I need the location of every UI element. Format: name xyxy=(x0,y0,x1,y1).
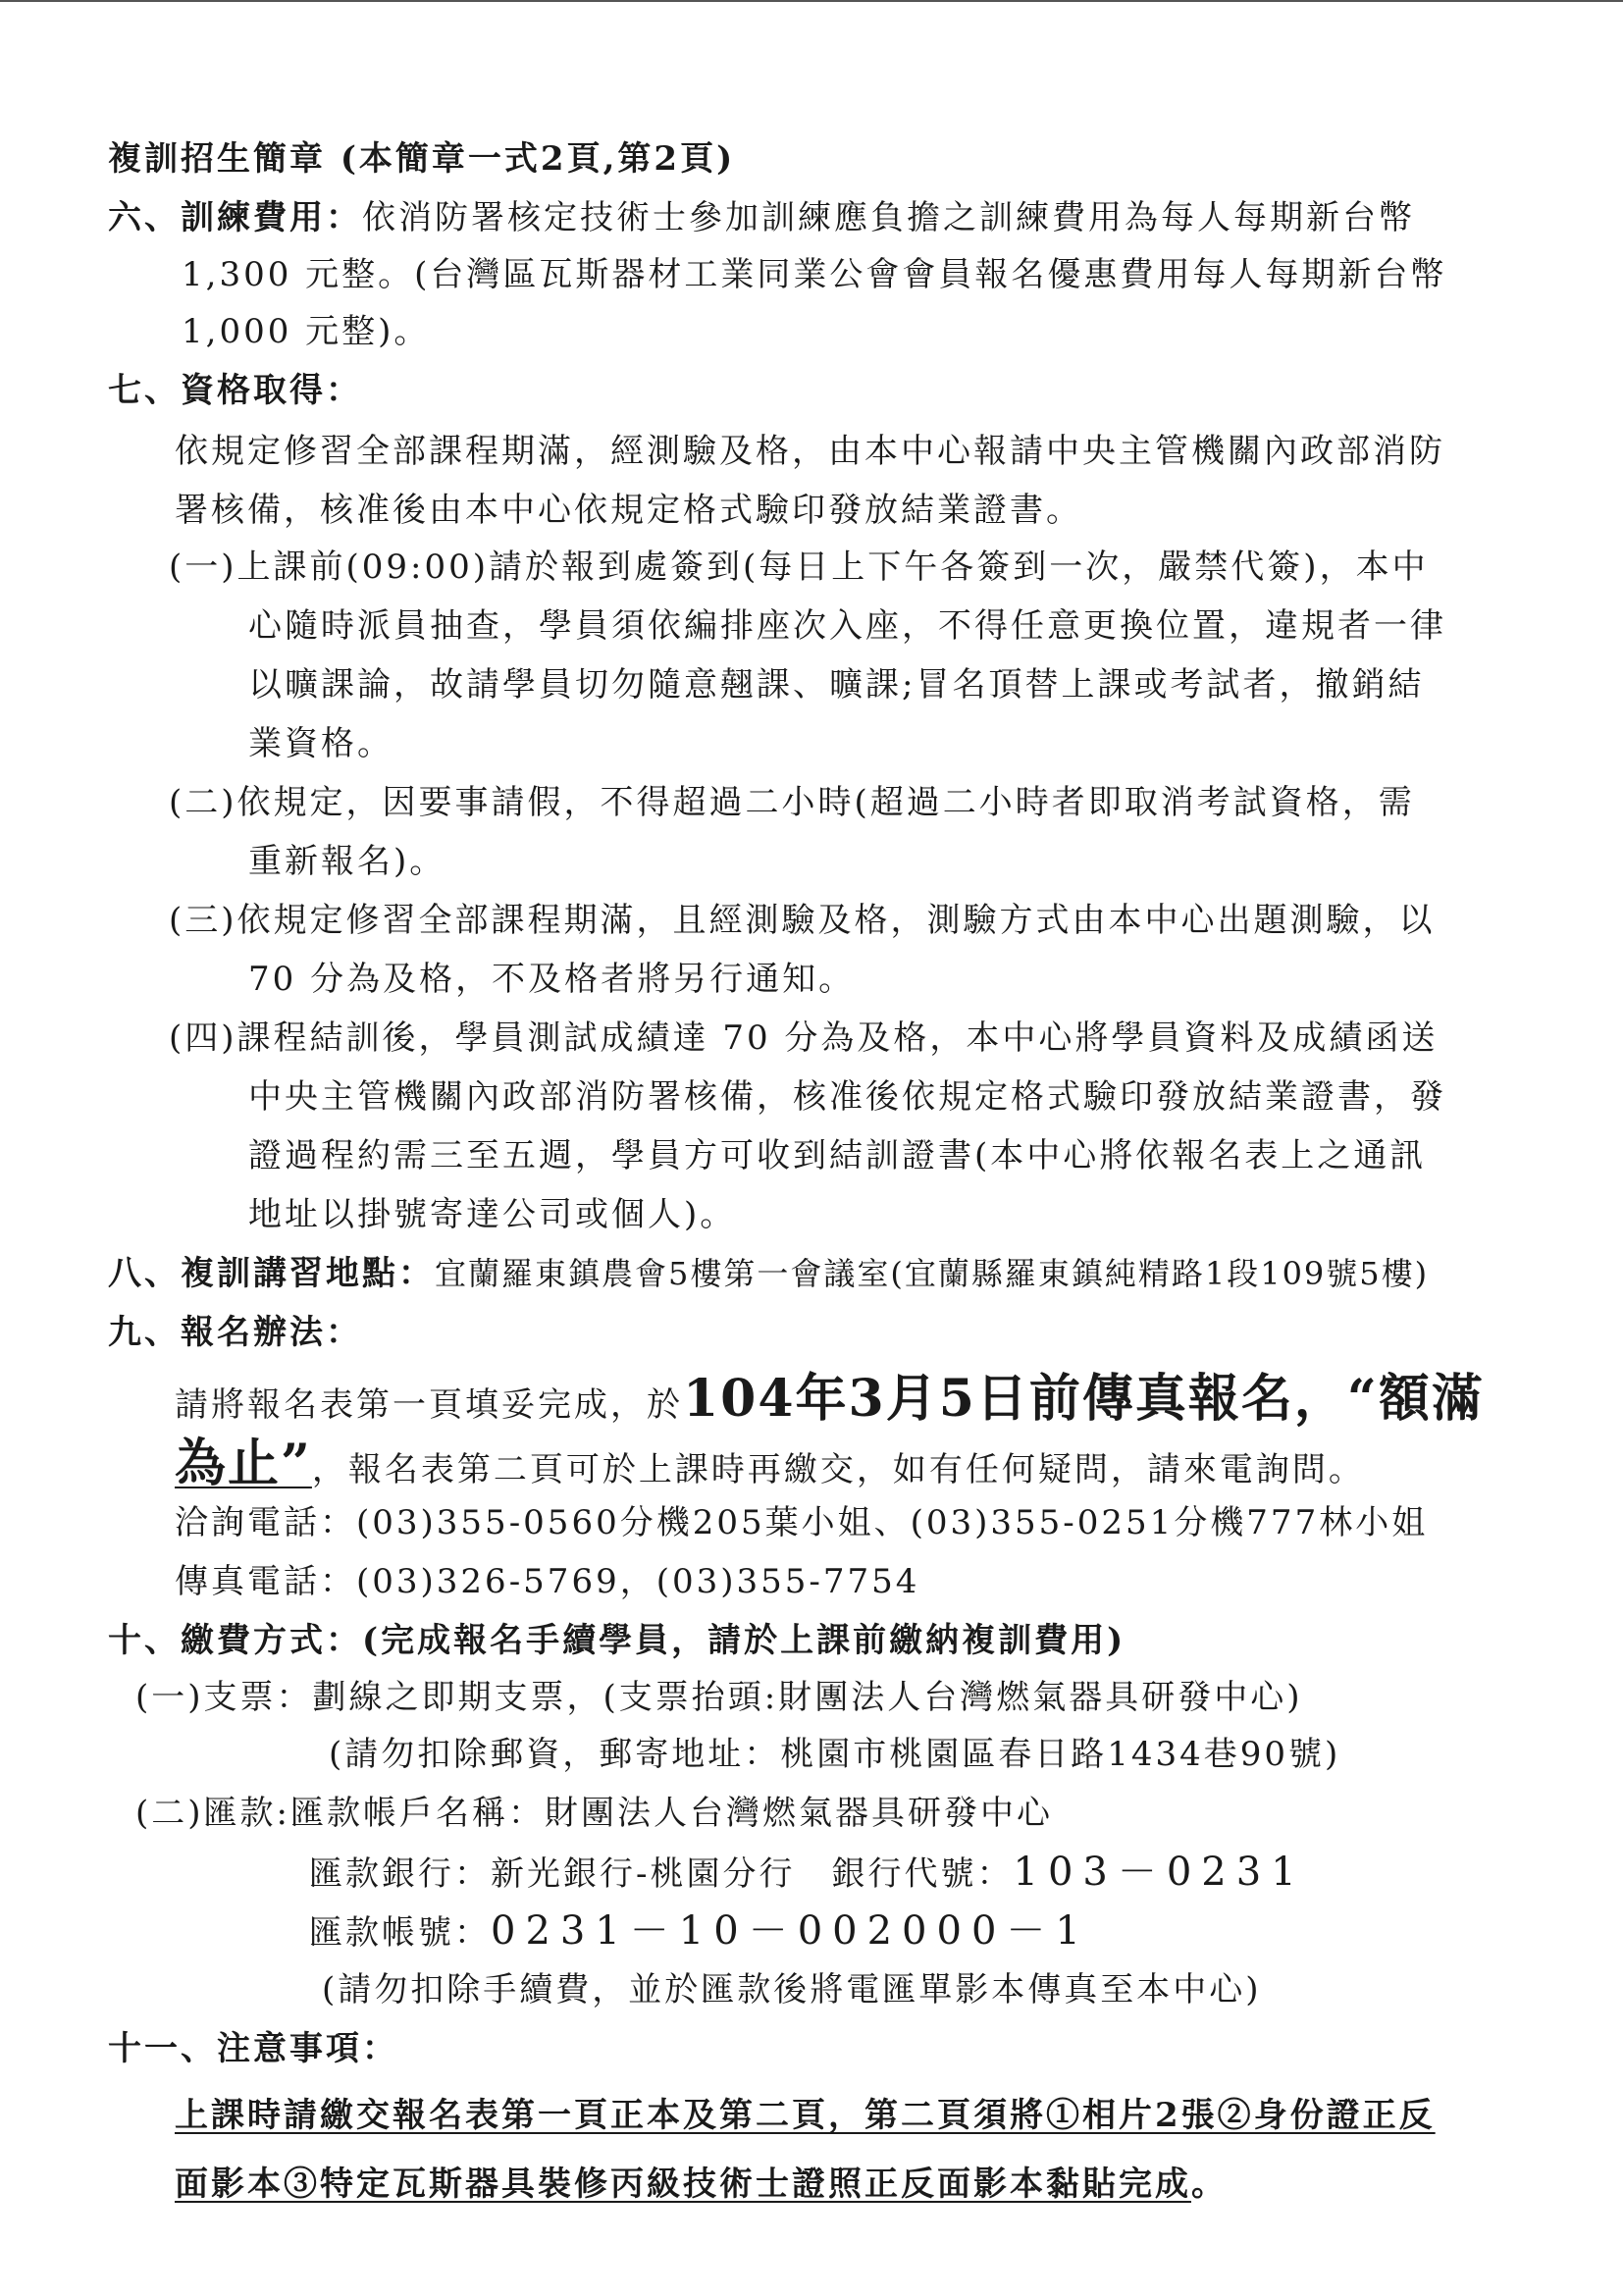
section-8-line xyxy=(108,1252,1429,1295)
section-7-title: 七、資格取得： xyxy=(108,371,362,410)
scan-top-edge xyxy=(0,0,1623,6)
section-11-title: 十一、注意事項： xyxy=(108,2029,398,2068)
section-7-item-3-b: 70 分為及格，不及格者將另行通知。 xyxy=(248,960,856,999)
bank-code: 103－0231 xyxy=(1013,1850,1306,1895)
payment-remit-account-name: (二)匯款:匯款帳戶名稱：財團法人台灣燃氣器具研發中心 xyxy=(135,1794,1053,1833)
section-7-item-4-d: 地址以掛號寄達公司或個人)。 xyxy=(248,1195,737,1234)
section-9-text-2: ，報名表第二頁可於上課時再繳交，如有任何疑問，請來電詢問。 xyxy=(311,1450,1365,1489)
payment-remit-note: (請勿扣除手續費，並於匯款後將電匯單影本傳真至本中心) xyxy=(322,1970,1262,2009)
fax-number: 傳真電話：(03)326-5769，(03)355-7754 xyxy=(175,1562,920,1601)
section-7-item-4-c: 證過程約需三至五週，學員方可收到結訓證書(本中心將依報名表上之通訊 xyxy=(248,1136,1427,1175)
section-10-title: 十、繳費方式：(完成報名手續學員，請於上課前繳納複訓費用) xyxy=(108,1621,1126,1660)
inquiry-phone: 洽詢電話：(03)355-0560分機205葉小姐、(03)355-0251分機777林小姐 xyxy=(175,1503,1429,1542)
section-7-item-4-a: (四)課程結訓後，學員測試成績達 70 分為及格，本中心將學員資料及成績函送 xyxy=(169,1018,1439,1058)
section-9-text-1: 請將報名表第一頁填妥完成，於 xyxy=(175,1385,683,1425)
section-7-para-2: 署核備，核准後由本中心依規定格式驗印發放結業證書。 xyxy=(175,491,1082,530)
section-9-line-2 xyxy=(175,1435,1365,1499)
notice-line-2-text: 面影本③特定瓦斯器具裝修丙級技術士證照正反面影本黏貼完成 xyxy=(175,2165,1191,2204)
remit-bank-label: 匯款銀行：新光銀行-桃園分行 銀行代號： xyxy=(309,1854,1014,1894)
section-9-title: 九、報名辦法： xyxy=(108,1313,362,1352)
full-stop-emphasis-end: 為止” xyxy=(175,1434,312,1493)
payment-check-note: (請勿扣除郵資，郵寄地址：桃園市桃園區春日路1434巷90號) xyxy=(329,1735,1341,1774)
section-7-item-2-b: 重新報名)。 xyxy=(248,842,446,881)
section-7-item-1-c: 以曠課論，故請學員切勿隨意翹課、曠課;冒名頂替上課或考試者，撤銷結 xyxy=(248,665,1425,704)
section-7-item-2-a: (二)依規定，因要事請假，不得超過二小時(超過二小時者即取消考試資格，需 xyxy=(169,783,1415,822)
notice-line-2 xyxy=(175,2163,1228,2206)
section-8-text: 宜蘭羅東鎮農會5樓第一會議室(宜蘭縣羅東鎮純精路1段109號5樓) xyxy=(435,1255,1430,1292)
payment-remit-bank xyxy=(309,1851,1306,1896)
section-9-line-1 xyxy=(175,1370,1485,1435)
notice-line-2-end: 。 xyxy=(1191,2165,1228,2204)
section-7-item-3-a: (三)依規定修習全部課程期滿，且經測驗及格，測驗方式由本中心出題測驗，以 xyxy=(169,901,1436,940)
section-7-item-1-a: (一)上課前(09:00)請於報到處簽到(每日上下午各簽到一次，嚴禁代簽)，本中 xyxy=(169,548,1429,587)
section-7-item-4-b: 中央主管機關內政部消防署核備，核准後依規定格式驗印發放結業證書，發 xyxy=(248,1077,1446,1117)
remit-account-label: 匯款帳號： xyxy=(309,1913,491,1953)
payment-check: (一)支票：劃線之即期支票，(支票抬頭:財團法人台灣燃氣器具研發中心) xyxy=(135,1678,1303,1717)
section-6-title: 六、訓練費用： xyxy=(108,198,362,237)
section-7-para-1: 依規定修習全部課程期滿，經測驗及格，由本中心報請中央主管機關內政部消防 xyxy=(175,432,1445,471)
section-8-title: 八、複訓講習地點： xyxy=(108,1254,435,1293)
page-header: 複訓招生簡章 (本簡章一式2頁,第2頁) xyxy=(108,139,736,179)
section-7-item-1-b: 心隨時派員抽查，學員須依編排座次入座，不得任意更換位置，違規者一律 xyxy=(248,606,1446,646)
section-6-text-2: 1,300 元整。(台灣區瓦斯器材工業同業公會會員報名優惠費用每人每期新台幣 xyxy=(182,255,1447,294)
account-number: 0231－10－002000－1 xyxy=(491,1908,1090,1954)
section-6-text-3: 1,000 元整)。 xyxy=(182,312,431,351)
section-7-item-1-d: 業資格。 xyxy=(248,724,393,763)
full-stop-emphasis: “額滿 xyxy=(1346,1369,1485,1429)
deadline-emphasis: 104年3月5日前傳真報名， xyxy=(683,1369,1347,1429)
section-6-line-1 xyxy=(108,196,1415,239)
section-6-text-1: 依消防署核定技術士參加訓練應負擔之訓練費用為每人每期新台幣 xyxy=(362,198,1415,237)
payment-remit-account xyxy=(309,1909,1090,1955)
notice-line-1: 上課時請繳交報名表第一頁正本及第二頁，第二頁須將①相片2張②身份證正反 xyxy=(175,2096,1436,2135)
